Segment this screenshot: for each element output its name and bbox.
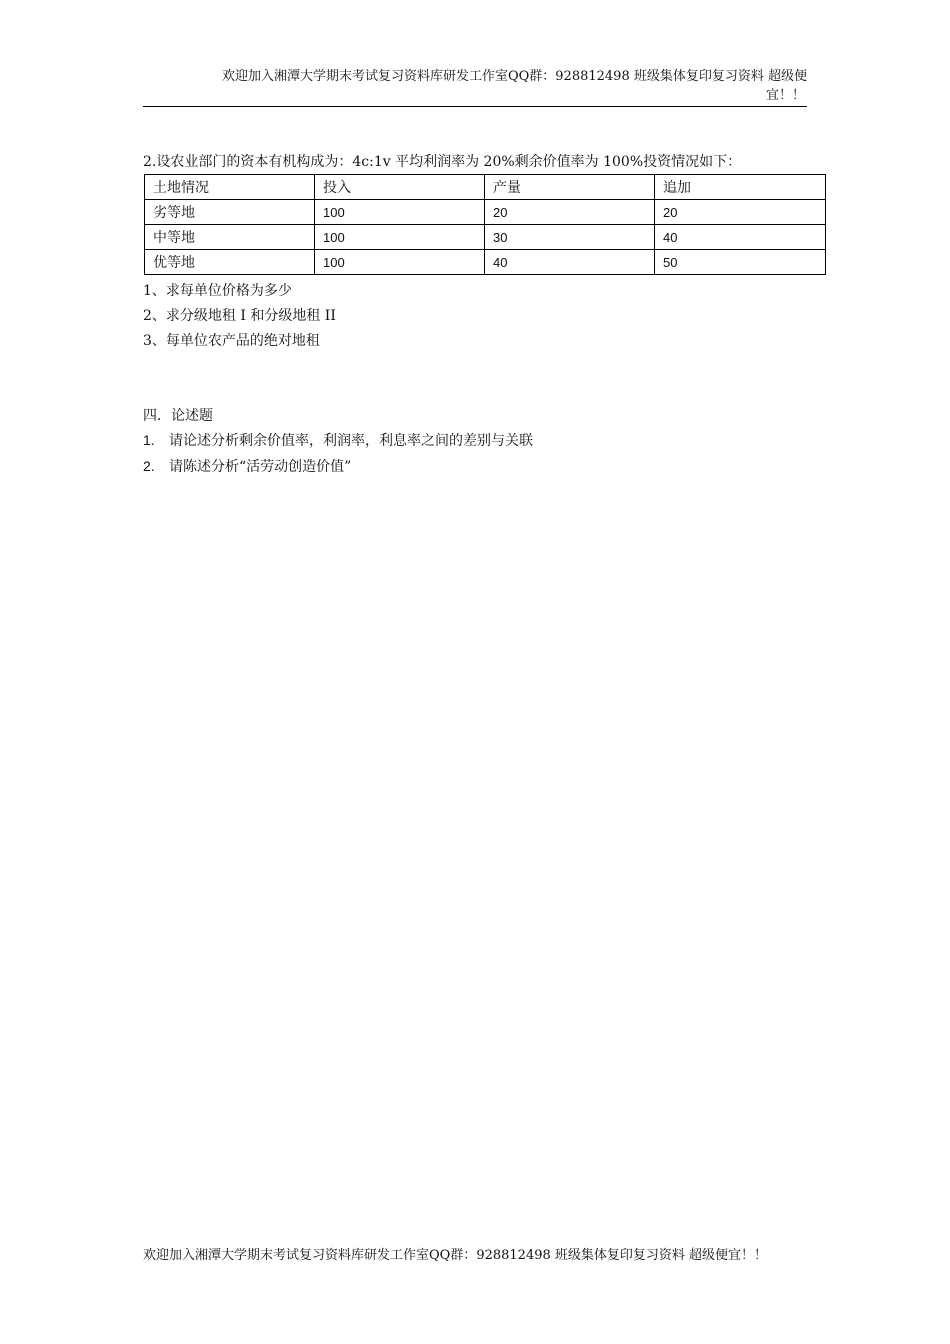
table-cell: 50	[655, 250, 826, 275]
essay-item-1	[143, 430, 533, 451]
table-cell: 40	[655, 225, 826, 250]
subquestion-1: 1、求每单位价格为多少	[143, 283, 292, 299]
table-cell: 20	[655, 200, 826, 225]
table-row	[145, 200, 826, 225]
section-4-title: 四．论述题	[143, 408, 213, 424]
table-cell: 劣等地	[145, 200, 315, 225]
table-cell: 100	[315, 200, 485, 225]
table-header-cell: 投入	[315, 175, 485, 200]
table-cell: 优等地	[145, 250, 315, 275]
header-line-1: 欢迎加入湘潭大学期末考试复习资料库研发工作室QQ群：928812498 班级集体复印复习资料 超级便	[221, 69, 807, 84]
table-cell: 40	[485, 250, 655, 275]
table-cell: 100	[315, 225, 485, 250]
land-investment-table	[144, 174, 826, 275]
header-line-2: 宜！！	[765, 88, 805, 103]
essay-item-number: 1.	[143, 432, 155, 448]
table-row	[145, 250, 826, 275]
table-cell: 20	[485, 200, 655, 225]
table-header-row	[145, 175, 826, 200]
table-cell: 30	[485, 225, 655, 250]
essay-item-text: 请论述分析剩余价值率，利润率，利息率之间的差别与关联	[169, 433, 533, 449]
subquestion-2: 2、求分级地租 I 和分级地租 II	[143, 308, 336, 324]
table-header-cell: 产量	[485, 175, 655, 200]
page-header	[143, 67, 807, 107]
table-cell: 100	[315, 250, 485, 275]
table-header-cell: 追加	[655, 175, 826, 200]
essay-item-text: 请陈述分析“活劳动创造价值”	[169, 459, 352, 475]
essay-item-2	[143, 456, 351, 477]
table-header-cell: 土地情况	[145, 175, 315, 200]
page-footer: 欢迎加入湘潭大学期末考试复习资料库研发工作室QQ群：928812498 班级集体复印复习资料 超级便宜！！	[143, 1248, 768, 1263]
question-2-text: 2.设农业部门的资本有机构成为：4c:1v 平均利润率为 20%剩余价值率为 100%投资情况如下：	[143, 154, 742, 170]
subquestion-3: 3、每单位农产品的绝对地租	[143, 333, 320, 349]
table-cell: 中等地	[145, 225, 315, 250]
essay-item-number: 2.	[143, 458, 155, 474]
table-row	[145, 225, 826, 250]
